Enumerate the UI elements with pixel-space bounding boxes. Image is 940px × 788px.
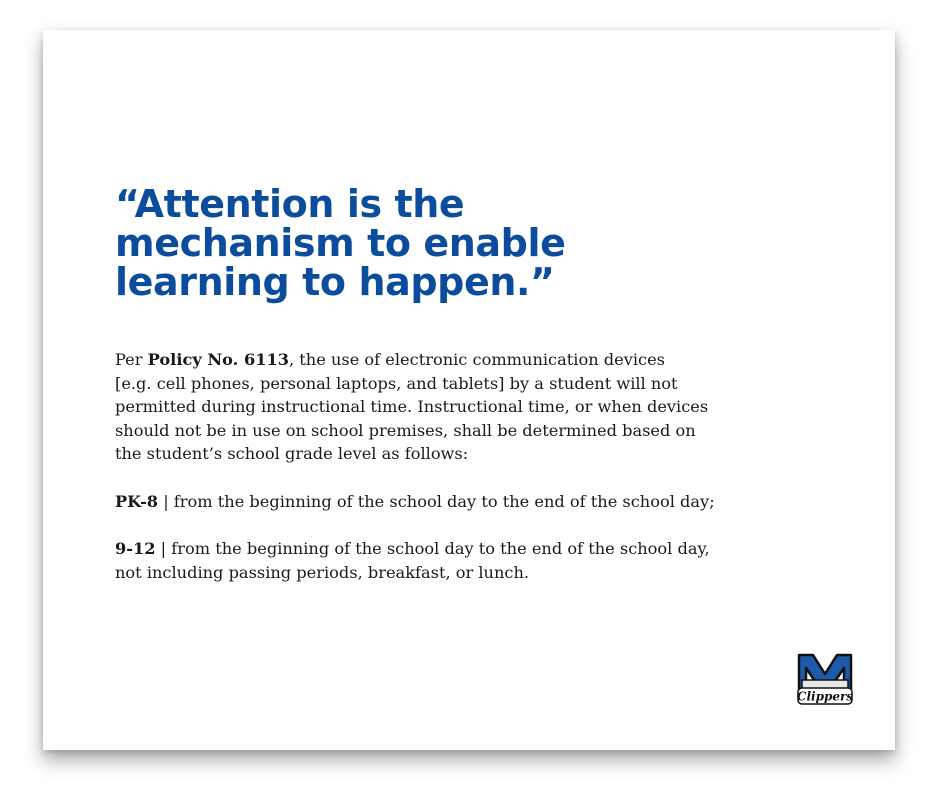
intro-line-4: should not be in use on school premises, shall be determined based on: [115, 420, 696, 440]
rule-9-12-text: | from the beginning of the school day to the end of the school day,: [155, 539, 710, 558]
rule-9-12-line-1: [115, 537, 855, 561]
grade-label-pk8: PK-8: [115, 491, 159, 511]
rule-pk8: [115, 490, 855, 514]
logo-script-text: Clippers: [796, 689, 854, 704]
rule-pk8-line-1: [115, 490, 855, 514]
headline-line-1: “Attention is the: [115, 182, 465, 226]
policy-number: Policy No. 6113: [147, 350, 290, 369]
headline-quote: [115, 182, 735, 304]
clippers-logo: [796, 652, 854, 708]
intro-paragraph: [115, 348, 855, 466]
intro-line-2: [e.g. cell phones, personal laptops, and tablets] by a student will not: [115, 373, 678, 393]
intro-line-1-rest: , the use of electronic communication devices: [289, 350, 665, 369]
grade-label-9-12: 9-12: [115, 539, 156, 558]
intro-line-1: [115, 348, 855, 372]
clippers-logo-graphic: [796, 652, 854, 708]
headline-line-3: learning to happen.”: [115, 260, 555, 304]
intro-line-5: the student’s school grade level as follows:: [115, 444, 469, 463]
rule-9-12: [115, 537, 855, 584]
intro-prefix: Per: [115, 350, 148, 369]
intro-line-3: permitted during instructional time. Instructional time, or when devices: [115, 397, 709, 416]
rule-pk8-text: | from the beginning of the school day to the end of the school day;: [158, 491, 715, 511]
document-page: [43, 30, 895, 750]
rule-9-12-line-2: not including passing periods, breakfast, or lunch.: [115, 562, 530, 582]
policy-body: [115, 348, 855, 584]
headline-line-2: mechanism to enable: [115, 221, 566, 265]
